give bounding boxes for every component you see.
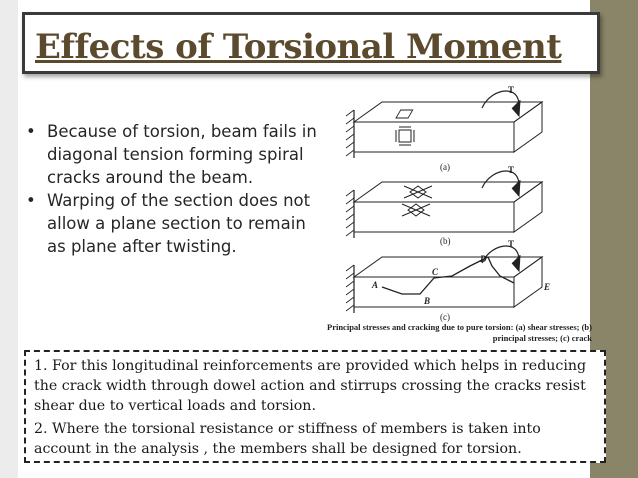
note-paragraph: 2. Where the torsional resistance or stiffness of members is taken into account in the analysis , the members shall be designed for torsion. — [34, 421, 541, 457]
torque-label-a: T — [508, 85, 515, 95]
point-label-c: C — [432, 267, 439, 277]
notes-box — [24, 350, 606, 463]
bullet-text: Because of torsion, beam fails in diagonal tension forming spiral cracks around the beam. — [47, 122, 317, 187]
bullet-text: Warping of the section does not allow a plane section to remain as plane after twisting. — [47, 191, 311, 256]
title-box — [22, 12, 600, 74]
bullet-dot-icon: • — [26, 191, 36, 210]
bullet-item — [24, 189, 324, 258]
panel-label-b: (b) — [440, 236, 451, 246]
bullet-list — [24, 120, 324, 258]
torque-label-b: T — [508, 165, 515, 175]
panel-label-c: (c) — [440, 312, 450, 322]
point-label-d: D — [480, 254, 487, 264]
figure-caption: Principal stresses and cracking due to pure torsion: (a) shear stresses; (b) principal stresses; (c) crack — [327, 322, 592, 343]
point-label-a: A — [372, 280, 379, 290]
torque-label-c: T — [508, 239, 515, 249]
left-margin-strip — [0, 0, 18, 478]
beam-a-diagram — [346, 91, 542, 158]
point-label-e: E — [544, 282, 551, 292]
beam-b-diagram — [346, 171, 542, 238]
panel-label-a: (a) — [440, 162, 450, 172]
bullet-item — [24, 120, 324, 189]
torsion-figure — [342, 80, 590, 345]
note-paragraph: 1. For this longitudinal reinforcements are provided which helps in reducing the crack width through dowel action and stirrups crossing the cracks resist shear due to vertical loads and torsion. — [34, 358, 587, 414]
bullet-dot-icon: • — [26, 122, 36, 141]
point-label-b: B — [424, 296, 431, 306]
slide-title: Effects of Torsional Moment — [35, 27, 562, 67]
